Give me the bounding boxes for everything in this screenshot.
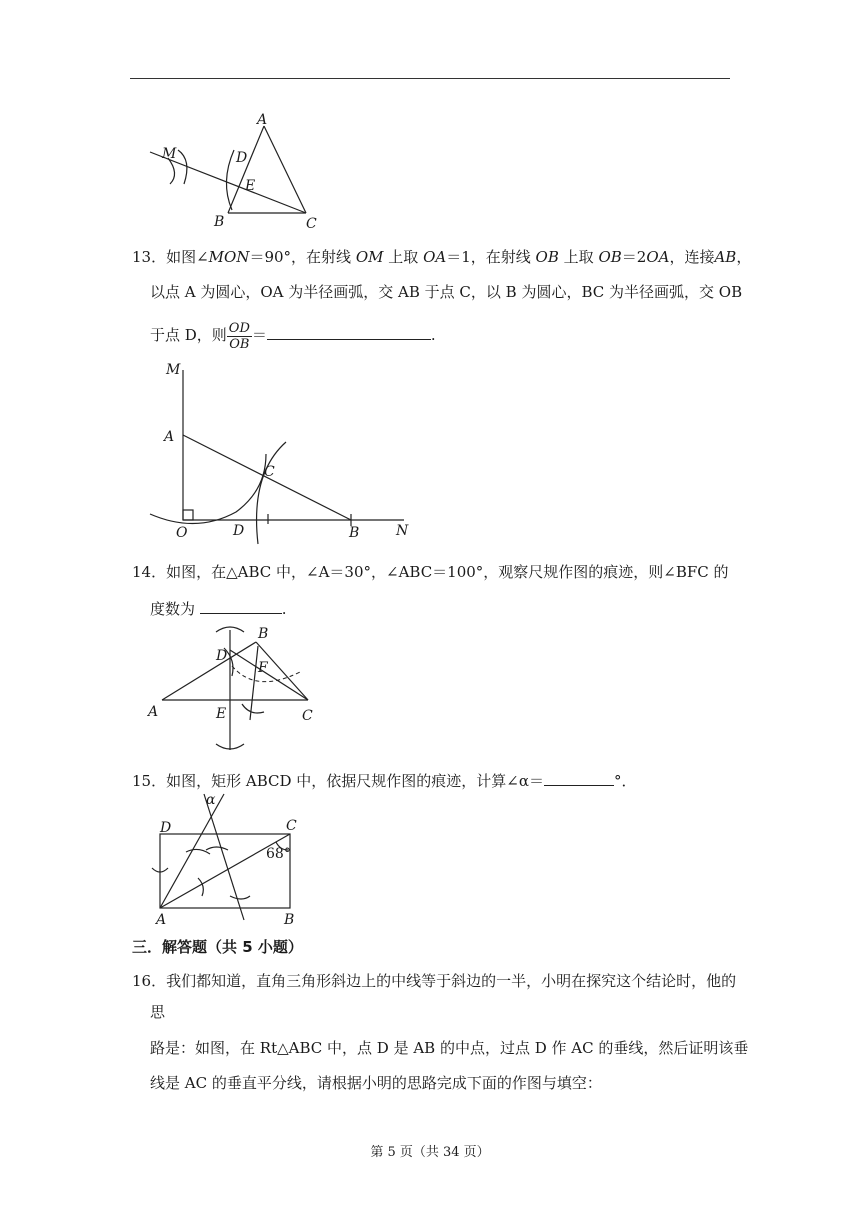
q13-line-3: 于点 D，则 $\frac{OD}{OB}$ ＝ . (150, 320, 436, 352)
fig12-label-A: A (257, 112, 268, 128)
fig12-label-E: E (245, 178, 256, 194)
q16-line-2: 思 (150, 1003, 166, 1021)
fig12-label-B: B (214, 214, 225, 230)
q16-line-3: 路是：如图，在 Rt△ABC 中，点 D 是 AB 的中点，过点 D 作 AC 的垂线，然后证明该垂 (150, 1039, 749, 1057)
fig15-label-C: C (286, 818, 297, 834)
fig14-label-A: A (148, 704, 159, 720)
figure-q14 (146, 620, 316, 755)
fig15-label-A: A (156, 912, 167, 928)
figure-q12 (140, 112, 340, 232)
fig15-label-alpha: α (206, 792, 216, 808)
q13-fraction: $\frac{OD}{OB}$ (228, 320, 250, 352)
fig12-label-C: C (306, 216, 317, 232)
q13-line-1: 13．如图∠MON＝90°，在射线 OM 上取 OA＝1，在射线 OB 上取 OB＝2OA，连接AB， (132, 248, 752, 266)
q14-line-1: 14．如图，在△ABC 中，∠A＝30°，∠ABC＝100°，观察尺规作图的痕迹，则∠BFC 的 (132, 563, 729, 581)
fig13-label-M: M (166, 362, 181, 378)
fig13-label-A: A (164, 429, 175, 445)
fig14-label-E: E (216, 706, 227, 722)
fig13-label-O: O (176, 525, 188, 541)
fig15-label-D: D (160, 820, 172, 836)
q15-answer-blank[interactable] (544, 769, 614, 786)
fig14-label-F: F (258, 660, 268, 676)
figure-q13 (146, 362, 416, 542)
fig13-label-B: B (349, 525, 360, 541)
page-footer: 第 5 页（共 34 页） (370, 1145, 490, 1160)
fig15-angle-label: 68° (266, 846, 291, 862)
header-rule (130, 78, 730, 79)
q13-answer-blank[interactable] (267, 323, 431, 340)
fig15-label-B: B (284, 912, 295, 928)
q16-line-4: 线是 AC 的垂直平分线，请根据小明的思路完成下面的作图与填空： (150, 1074, 602, 1092)
fig12-label-D: D (236, 150, 248, 166)
q14-answer-blank[interactable] (200, 597, 282, 614)
fig14-label-B: B (258, 626, 269, 642)
fig14-label-D: D (216, 648, 228, 664)
q13-line-2: 以点 A 为圆心，OA 为半径画弧，交 AB 于点 C，以 B 为圆心，BC 为半径画弧，交 OB (150, 283, 743, 301)
q16-line-1: 16．我们都知道，直角三角形斜边上的中线等于斜边的一半，小明在探究这个结论时，他的 (132, 972, 737, 990)
fig13-label-C: C (264, 464, 275, 480)
q15-line-1: 15．如图，矩形 ABCD 中，依据尺规作图的痕迹，计算∠α＝ °． (132, 769, 636, 791)
figure-q15 (150, 792, 310, 928)
fig13-label-D: D (233, 523, 245, 539)
q14-line-2: 度数为 . (150, 597, 287, 619)
section-heading: 三．解答题（共 5 小题） (132, 938, 303, 956)
fig12-label-M: M (162, 146, 177, 162)
fig14-label-C: C (302, 708, 313, 724)
fig13-label-N: N (396, 523, 409, 539)
